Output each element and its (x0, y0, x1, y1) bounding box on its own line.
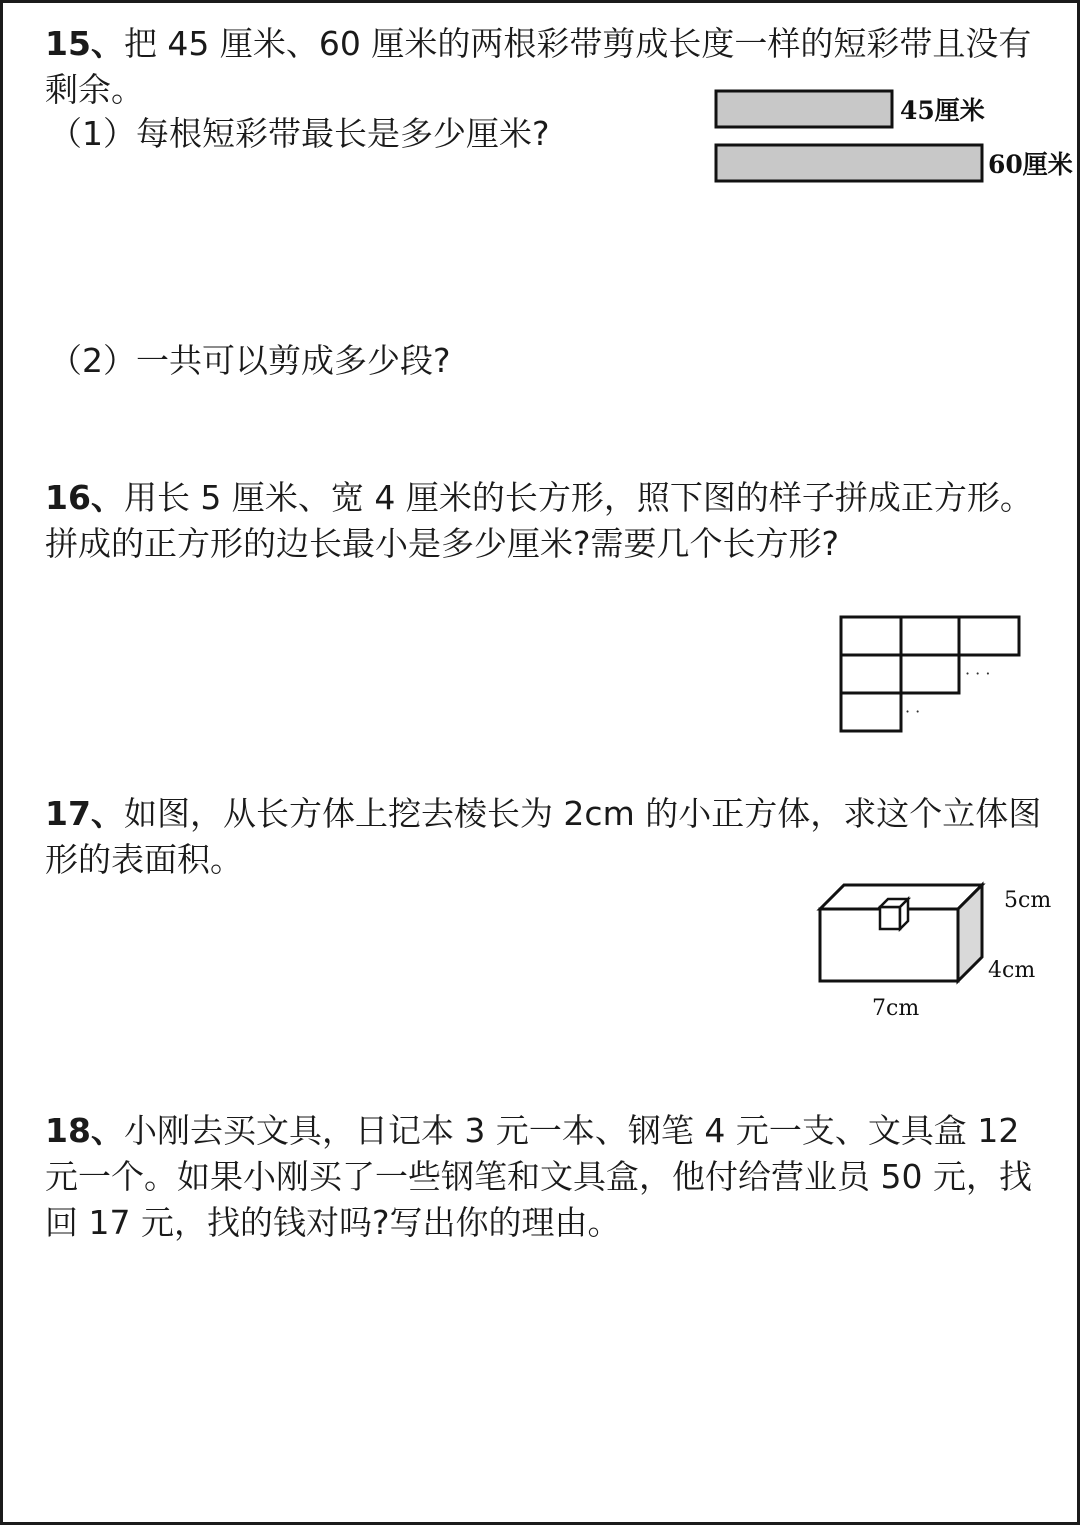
svg-text:· ·: · · (905, 702, 921, 721)
question-17 (45, 791, 1055, 883)
ribbons-figure (708, 83, 1078, 197)
height-label: 4cm (988, 958, 1036, 983)
question-18 (45, 1108, 1055, 1246)
svg-text:· · ·: · · · (965, 664, 991, 683)
question-17-text: 如图，从长方体上挖去棱长为 2cm 的小正方体，求这个立体图形的表面积。 (45, 794, 1042, 879)
question-15-part-2: （2）一共可以剪成多少段? (49, 341, 451, 380)
cuboid-figure (808, 873, 1068, 1027)
question-18-number: 18、 (45, 1111, 124, 1150)
ribbon-45cm (716, 91, 892, 127)
question-16-number: 16、 (45, 478, 124, 517)
question-16 (45, 475, 1055, 567)
question-17-number: 17、 (45, 794, 124, 833)
question-16-text: 用长 5 厘米、宽 4 厘米的长方形，照下图的样子拼成正方形。拼成的正方形的边长最小是多少厘米?需要几个长方形? (45, 478, 1033, 563)
width-label: 5cm (1004, 888, 1052, 913)
question-15-text: 把 45 厘米、60 厘米的两根彩带剪成长度一样的短彩带且没有剩余。 (45, 24, 1032, 109)
ribbon-60cm (716, 145, 982, 181)
rectangles-tiling-figure (833, 611, 1033, 745)
ribbon-60cm-label: 60厘米 (988, 150, 1073, 179)
question-18-text: 小刚去买文具，日记本 3 元一本、钢笔 4 元一支、文具盒 12 元一个。如果小刚买了一些钢笔和文具盒，他付给营业员 50 元，找回 17 元，找的钱对吗?写出你的理由。 (45, 1111, 1032, 1242)
length-label: 7cm (872, 996, 920, 1021)
question-15-part-1: （1）每根短彩带最长是多少厘米? (49, 114, 550, 153)
ribbon-45cm-label: 45厘米 (900, 96, 985, 125)
question-15-number: 15、 (45, 24, 124, 63)
